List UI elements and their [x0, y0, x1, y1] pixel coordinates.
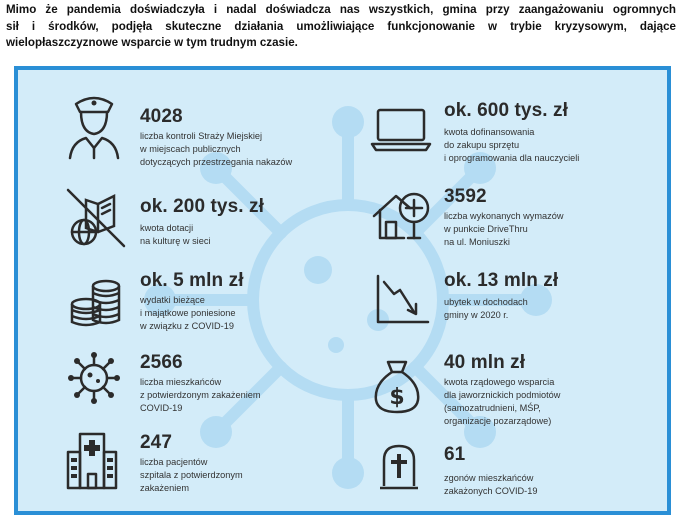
stat-desc-line: (samozatrudnieni, MŚP,	[444, 403, 541, 413]
intro-line-2: sił i środków, podjęła skuteczne działania umożliwiające funkcjonowanie w trybie kryzysowym, dające	[6, 19, 676, 33]
stat-desc-line: w miejscach publicznych	[140, 144, 241, 154]
coins-stack-icon	[68, 276, 122, 328]
stat-desc-line: zakażonych COVID-19	[444, 486, 538, 496]
stat-desc-line: organizacje pozarządowe)	[444, 416, 552, 426]
stat-desc-line: liczba pacjentów	[140, 457, 208, 467]
stat-desc-line: ubytek w dochodach	[444, 297, 528, 307]
intro-line-3: wielopłaszczyznowe wsparcie w tym trudnym czasie.	[6, 36, 298, 49]
stat-desc-line: dla jaworznickich podmiotów	[444, 390, 561, 400]
stat-desc-line: kwota dotacji	[140, 223, 194, 233]
stat-desc-line: do zakupu sprzętu	[444, 140, 520, 150]
culture-online-icon	[66, 186, 128, 248]
stat-desc-line: zgonów mieszkańców	[444, 473, 534, 483]
stat-desc-line: kwota dofinansowania	[444, 127, 535, 137]
stat-desc-line: na ul. Moniuszki	[444, 237, 510, 247]
police-officer-icon	[66, 92, 122, 160]
svg-text:$: $	[389, 385, 405, 410]
intro-line-1: Mimo że pandemia doświadczyła i nadal doświadcza nas wszystkich, gmina przy zaangażowaniu ogromnych	[6, 3, 676, 16]
stat-description	[444, 126, 579, 165]
stat-description	[140, 130, 292, 169]
grave-cross-icon	[378, 442, 420, 492]
virus-icon	[66, 350, 122, 406]
stat-value: ok. 600 tys. zł	[444, 100, 569, 121]
stat-desc-line: kwota rządowego wsparcia	[444, 377, 555, 387]
stat-value: 40 mln zł	[444, 352, 526, 373]
stat-value: 61	[444, 444, 466, 465]
money-bag-icon	[372, 358, 422, 414]
stat-desc-line: z potwierdzonym zakażeniem	[140, 390, 261, 400]
stat-desc-line: zakażeniem	[140, 483, 190, 493]
stat-description	[444, 472, 537, 498]
stat-description	[444, 210, 563, 249]
infographic-panel	[14, 66, 671, 515]
stat-value: ok. 5 mln zł	[140, 270, 244, 291]
stat-desc-line: liczba kontroli Straży Miejskiej	[140, 131, 263, 141]
declining-chart-icon	[374, 274, 430, 326]
stat-description	[140, 376, 261, 415]
stat-description	[140, 294, 236, 333]
stat-value: 2566	[140, 352, 183, 373]
stat-desc-line: na kulturę w sieci	[140, 236, 211, 246]
hospital-icon	[66, 430, 118, 490]
intro-paragraph	[6, 2, 676, 52]
stat-desc-line: szpitala z potwierdzonym	[140, 470, 243, 480]
stat-description	[444, 376, 560, 428]
stat-description	[140, 222, 210, 248]
stat-desc-line: i majątkowe poniesione	[140, 308, 236, 318]
stat-desc-line: liczba mieszkańców	[140, 377, 222, 387]
stat-value: 247	[140, 432, 173, 453]
stat-desc-line: COVID-19	[140, 403, 183, 413]
stat-desc-line: w punkcie DriveThru	[444, 224, 528, 234]
stat-desc-line: i oprogramowania dla nauczycieli	[444, 153, 580, 163]
stat-desc-line: gminy w 2020 r.	[444, 310, 509, 320]
stat-desc-line: wydatki bieżące	[140, 295, 205, 305]
stat-description	[444, 296, 528, 322]
drive-thru-swab-icon	[370, 186, 436, 242]
stat-desc-line: liczba wykonanych wymazów	[444, 211, 564, 221]
stat-description	[140, 456, 243, 495]
stat-value: 4028	[140, 106, 183, 127]
stat-desc-line: dotyczących przestrzegania nakazów	[140, 157, 293, 167]
stat-value: ok. 200 tys. zł	[140, 196, 265, 217]
stat-value: ok. 13 mln zł	[444, 270, 559, 291]
stat-desc-line: w związku z COVID-19	[140, 321, 234, 331]
laptop-icon	[370, 106, 432, 152]
stat-value: 3592	[444, 186, 487, 207]
